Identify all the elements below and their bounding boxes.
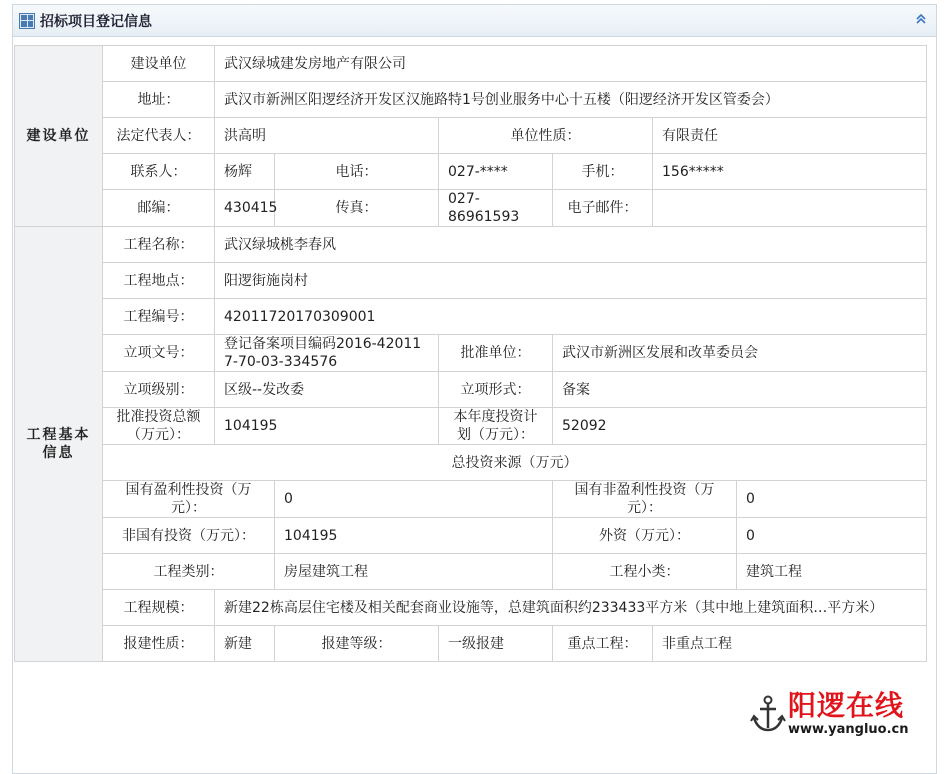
project-code-label: 工程编号： bbox=[103, 299, 215, 335]
section-builder: 建设单位 bbox=[15, 46, 103, 227]
project-row-category bbox=[15, 554, 927, 590]
approval-unit-value: 武汉市新洲区发展和改革委员会 bbox=[553, 335, 927, 372]
project-row-state bbox=[15, 481, 927, 518]
legal-rep-value: 洪高明 bbox=[215, 118, 439, 154]
phone-label: 电话： bbox=[275, 154, 439, 190]
subcategory-label: 工程小类： bbox=[553, 554, 737, 590]
year-plan-value: 52092 bbox=[553, 408, 927, 445]
approval-form-value: 备案 bbox=[553, 372, 927, 408]
watermark-name: 阳逻在线 bbox=[788, 689, 905, 722]
category-label: 工程类别： bbox=[103, 554, 275, 590]
address-value: 武汉市新洲区阳逻经济开发区汉施路特1号创业服务中心十五楼（阳逻经济开发区管委会） bbox=[215, 82, 927, 118]
state-nonprofit-label: 国有非盈利性投资（万元）： bbox=[553, 481, 737, 518]
report-level-label: 报建等级： bbox=[275, 626, 439, 662]
phone-value: 027-**** bbox=[439, 154, 553, 190]
scale-value: 新建22栋高层住宅楼及相关配套商业设施等，总建筑面积约233433平方米（其中地上建筑面积…平方米） bbox=[215, 590, 927, 626]
approval-doc-label: 立项文号： bbox=[103, 335, 215, 372]
foreign-label: 外资（万元）： bbox=[553, 518, 737, 554]
report-nature-label: 报建性质： bbox=[103, 626, 215, 662]
approval-level-label: 立项级别： bbox=[103, 372, 215, 408]
state-nonprofit-value: 0 bbox=[737, 481, 927, 518]
state-profit-value: 0 bbox=[275, 481, 553, 518]
key-project-value: 非重点工程 bbox=[653, 626, 927, 662]
project-row-level bbox=[15, 372, 927, 408]
builder-row-postcode bbox=[15, 190, 927, 227]
fax-value: 027-86961593 bbox=[439, 190, 553, 227]
key-project-label: 重点工程： bbox=[553, 626, 653, 662]
category-value: 房屋建筑工程 bbox=[275, 554, 553, 590]
fax-label: 传真： bbox=[275, 190, 439, 227]
nonstate-value: 104195 bbox=[275, 518, 553, 554]
approval-level-value: 区级--发改委 bbox=[215, 372, 439, 408]
report-level-value: 一级报建 bbox=[439, 626, 553, 662]
collapse-icon[interactable] bbox=[914, 13, 928, 27]
project-row-report bbox=[15, 626, 927, 662]
contact-value: 杨辉 bbox=[215, 154, 275, 190]
project-code-value: 42011720170309001 bbox=[215, 299, 927, 335]
project-row-approval bbox=[15, 335, 927, 372]
panel-title: 招标项目登记信息 bbox=[40, 13, 152, 30]
builder-unit-label: 建设单位 bbox=[103, 46, 215, 82]
table-icon bbox=[19, 13, 35, 29]
project-row-scale bbox=[15, 590, 927, 626]
builder-row-unit bbox=[15, 46, 927, 82]
project-name-value: 武汉绿城桃李春风 bbox=[215, 227, 927, 263]
invest-source-title: 总投资来源（万元） bbox=[103, 445, 927, 481]
watermark-url: www.yangluo.cn bbox=[788, 722, 909, 737]
project-row-code bbox=[15, 299, 927, 335]
nonstate-label: 非国有投资（万元）： bbox=[103, 518, 275, 554]
project-name-label: 工程名称： bbox=[103, 227, 215, 263]
report-nature-value: 新建 bbox=[215, 626, 275, 662]
approval-form-label: 立项形式： bbox=[439, 372, 553, 408]
subcategory-value: 建筑工程 bbox=[737, 554, 927, 590]
contact-label: 联系人： bbox=[103, 154, 215, 190]
unit-nature-label: 单位性质： bbox=[439, 118, 653, 154]
postcode-label: 邮编： bbox=[103, 190, 215, 227]
builder-row-address bbox=[15, 82, 927, 118]
mobile-label: 手机： bbox=[553, 154, 653, 190]
postcode-value: 430415 bbox=[215, 190, 275, 227]
section-project: 工程基本信息 bbox=[15, 227, 103, 662]
total-invest-label: 批准投资总额（万元）： bbox=[103, 408, 215, 445]
email-value bbox=[653, 190, 927, 227]
unit-nature-value: 有限责任 bbox=[653, 118, 927, 154]
approval-doc-value: 登记备案项目编码2016-420117-70-03-334576 bbox=[215, 335, 439, 372]
address-label: 地址： bbox=[103, 82, 215, 118]
project-row-source-title bbox=[15, 445, 927, 481]
project-row-invest bbox=[15, 408, 927, 445]
scale-label: 工程规模： bbox=[103, 590, 215, 626]
project-row-name bbox=[15, 227, 927, 263]
info-table bbox=[14, 45, 927, 662]
builder-row-contact bbox=[15, 154, 927, 190]
location-value: 阳逻街施岗村 bbox=[215, 263, 927, 299]
year-plan-label: 本年度投资计划（万元）： bbox=[439, 408, 553, 445]
state-profit-label: 国有盈利性投资（万元）： bbox=[103, 481, 275, 518]
email-label: 电子邮件： bbox=[553, 190, 653, 227]
mobile-value: 156***** bbox=[653, 154, 927, 190]
foreign-value: 0 bbox=[737, 518, 927, 554]
approval-unit-label: 批准单位： bbox=[439, 335, 553, 372]
panel-header bbox=[13, 5, 936, 37]
project-row-nonstate bbox=[15, 518, 927, 554]
project-row-location bbox=[15, 263, 927, 299]
builder-unit-value: 武汉绿城建发房地产有限公司 bbox=[215, 46, 927, 82]
total-invest-value: 104195 bbox=[215, 408, 439, 445]
legal-rep-label: 法定代表人： bbox=[103, 118, 215, 154]
builder-row-legal bbox=[15, 118, 927, 154]
location-label: 工程地点： bbox=[103, 263, 215, 299]
